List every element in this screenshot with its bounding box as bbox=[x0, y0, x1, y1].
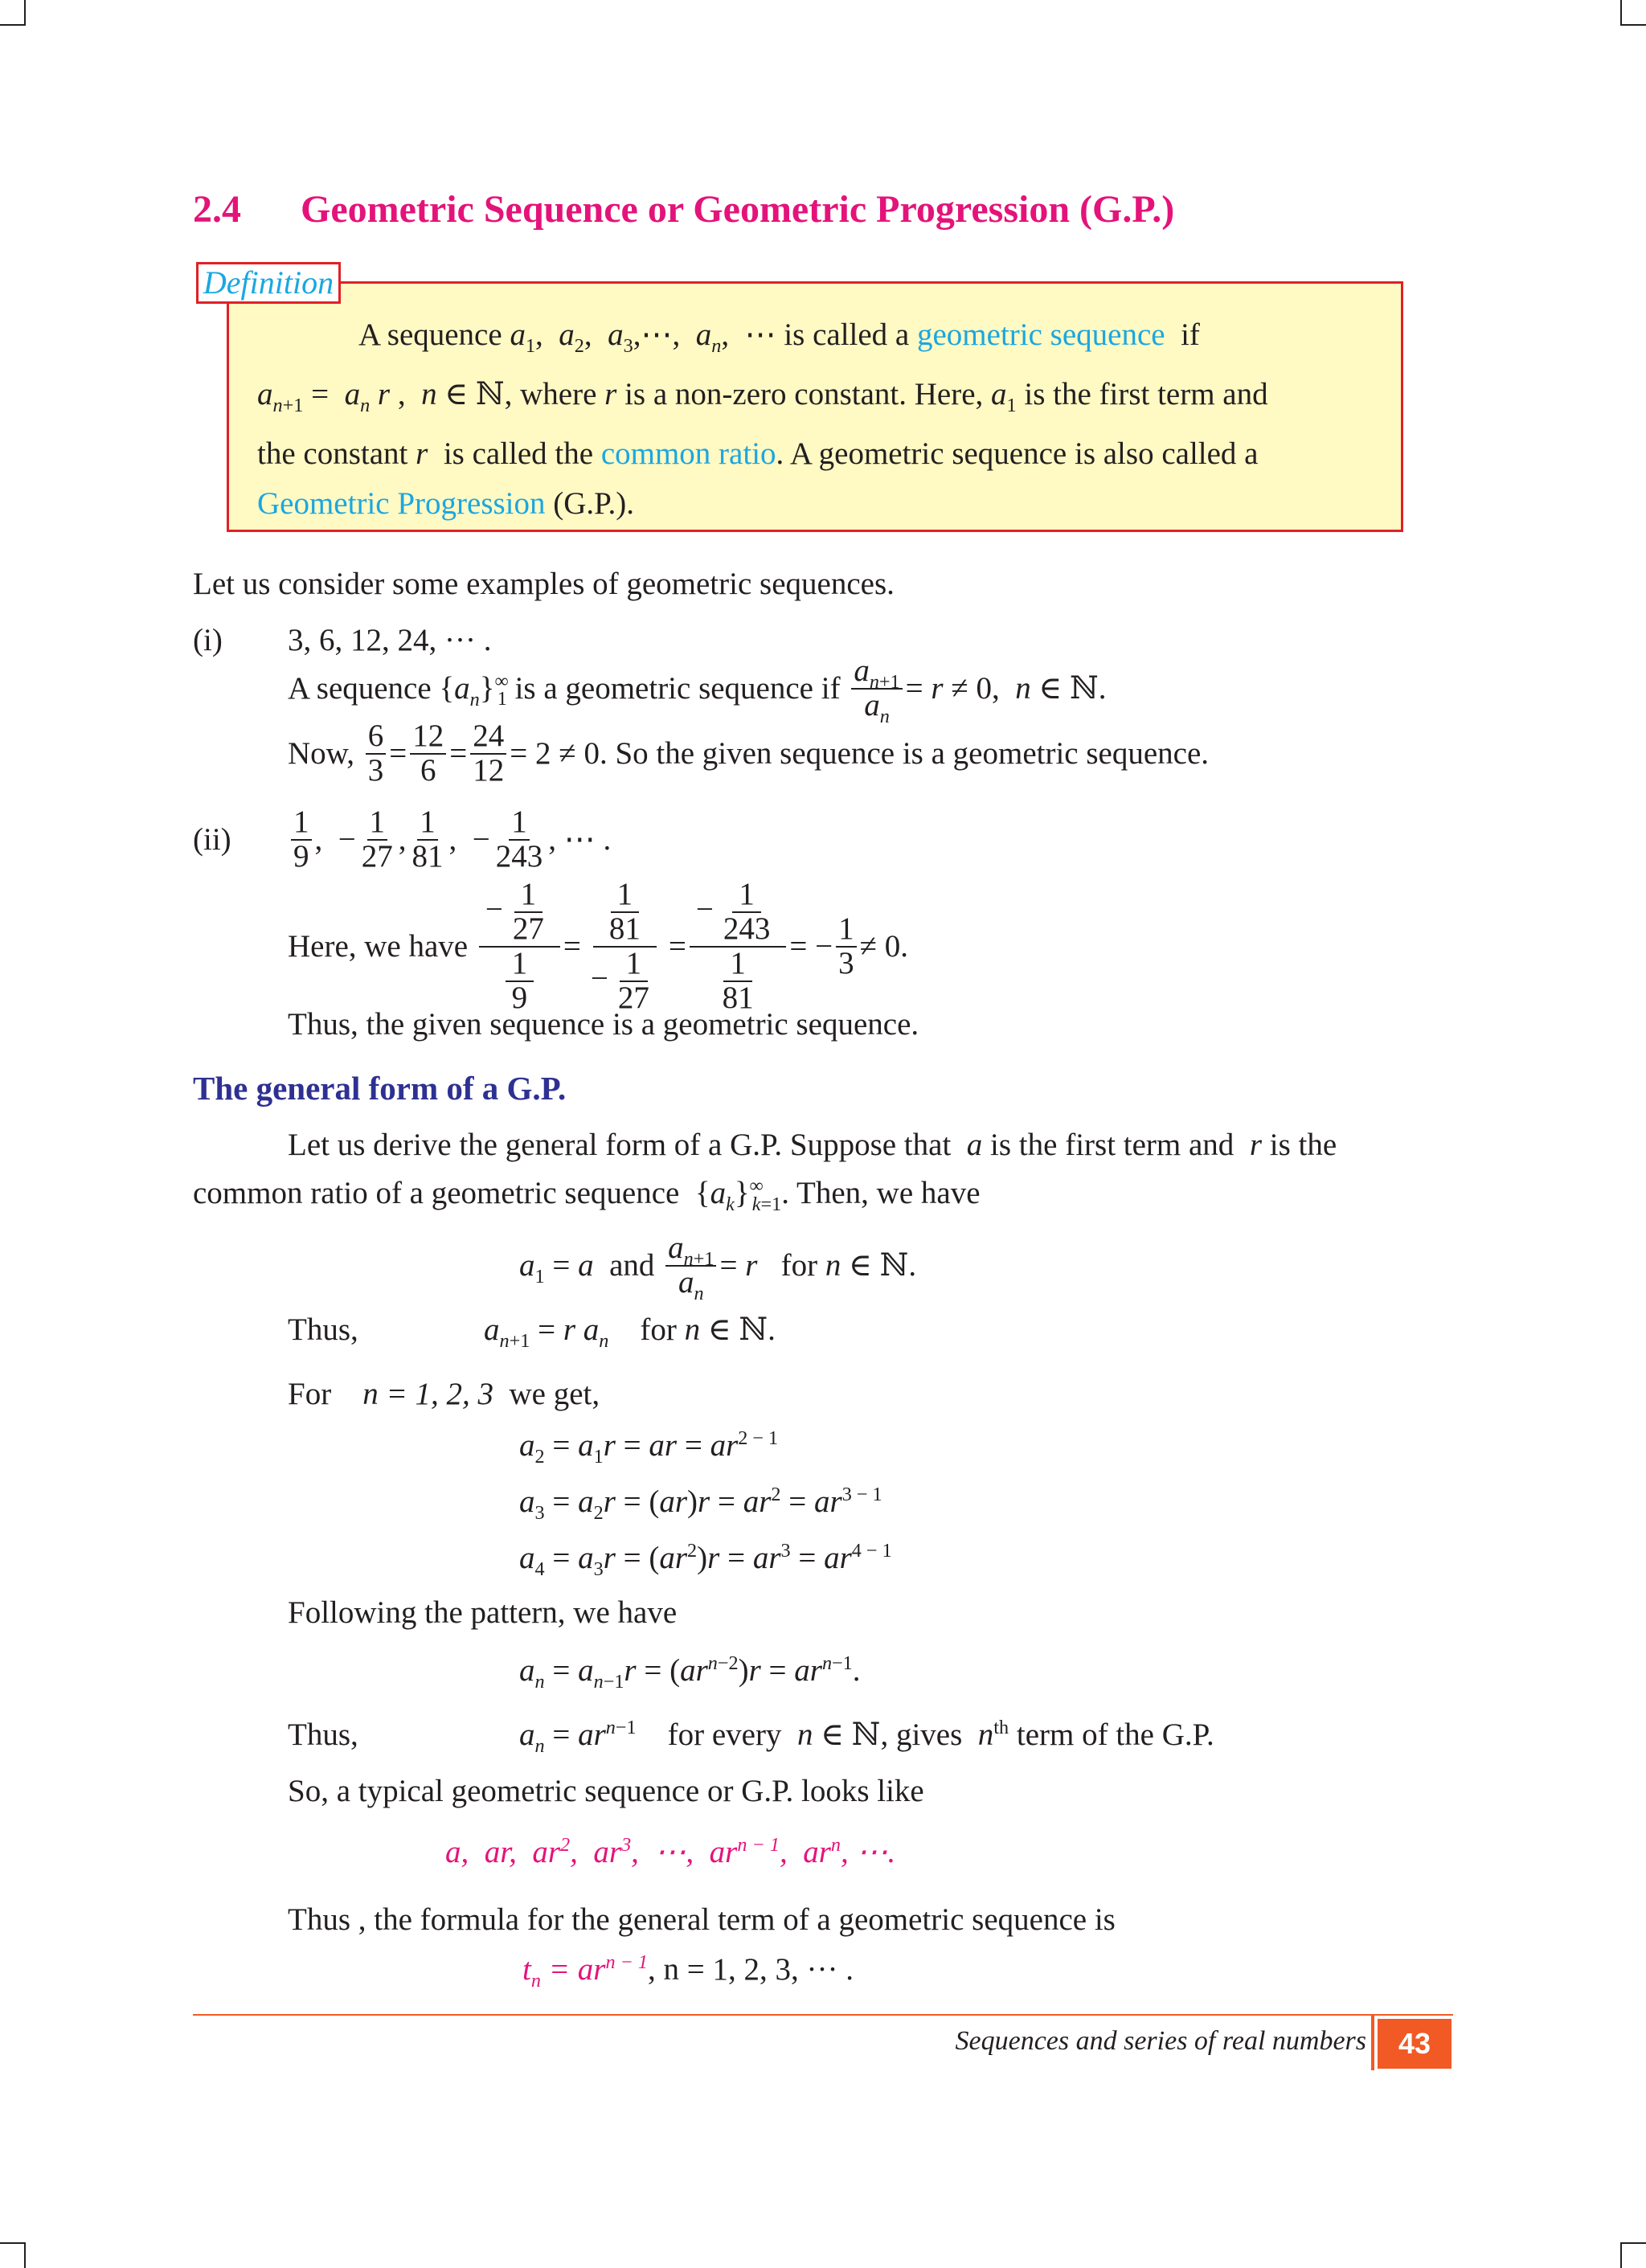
example-i-label: (i) bbox=[193, 623, 223, 657]
formula-intro: Thus , the formula for the general term of a geometric sequence is bbox=[288, 1902, 1116, 1937]
equation-a4: $a_4 = a_3r = (ar^2)r = ar^3 = ar^{4 - 1}$ bbox=[519, 1540, 892, 1580]
general-thus-1-label: Thus, bbox=[288, 1312, 358, 1347]
general-for-label: For n = 1, 2, 3 we get, bbox=[288, 1377, 600, 1411]
example-ii-conclusion: Thus, the given sequence is a geometric sequence. bbox=[288, 1007, 919, 1042]
intro-paragraph: Let us consider some examples of geometric sequences. bbox=[193, 567, 895, 601]
definition-line-1: A sequence $a_1$, $a_2$, $a_3,\cdots$, $a_n$, ⋯ is called a geometric sequence if bbox=[358, 317, 1200, 357]
definition-tag: Definition bbox=[196, 262, 341, 304]
following-pattern: Following the pattern, we have bbox=[288, 1595, 678, 1630]
example-ii-ratios: Here, we have − $\frac{1}{27}$ $\frac{1}{9}$ = $\frac{1}{81}$ − $\frac{1}{27}$ = − $\frac{1}{243}$ $\frac{1}{81}$ = − $\frac{1}{3}$ ≠ 0. bbox=[288, 877, 909, 1015]
example-i-sequence: 3, 6, 12, 24, ··· . bbox=[288, 623, 492, 657]
crop-mark-bottom-right bbox=[1620, 2242, 1646, 2268]
general-paragraph-line-1: Let us derive the general form of a G.P. Suppose that a is the first term and r is the bbox=[288, 1128, 1337, 1162]
general-first-term: $a_1 = a$ and $\frac{a_{n+1}}{a_n}$ = r for n ∈ ℕ. bbox=[519, 1230, 917, 1304]
general-term-formula: $t_n = ar^{n - 1}$, n = 1, 2, 3, ··· . bbox=[522, 1951, 854, 1992]
equation-a2: $a_2 = a_1r$ = ar = $ar^{2 - 1}$ bbox=[519, 1427, 779, 1468]
definition-line-3: the constant r is called the common ratio. A geometric sequence is also called a bbox=[257, 436, 1259, 471]
footer-rule bbox=[193, 2014, 1453, 2016]
term-geometric-progression: Geometric Progression bbox=[257, 486, 546, 521]
example-i-now: Now, $\frac{6}{3}$ = $\frac{12}{6}$ = $\frac{24}{12}$ = 2 ≠ 0. So the given sequence is a geometric sequence. bbox=[288, 718, 1210, 788]
page-number: 43 bbox=[1378, 2019, 1452, 2069]
example-ii-label: (ii) bbox=[193, 822, 231, 857]
general-recurrence: $a_{n+1} = r$ $a_n$ for n ∈ ℕ. bbox=[484, 1312, 776, 1352]
section-heading bbox=[193, 186, 1174, 233]
typical-gp-sequence: a, ar, $ar^2$, $ar^3$, ⋯, $ar^{n - 1}$, $ar^n$, ⋯. bbox=[445, 1834, 896, 1869]
crop-mark-top-left bbox=[0, 0, 26, 26]
equation-an: $a_n = a_{n-1}r = (ar^{n-2})r = ar^{n-1}$. bbox=[519, 1652, 861, 1693]
typical-gp-intro: So, a typical geometric sequence or G.P. looks like bbox=[288, 1774, 924, 1808]
section-number: 2.4 bbox=[193, 188, 241, 231]
definition-line-4: Geometric Progression (G.P.). bbox=[257, 486, 635, 521]
crop-mark-top-right bbox=[1620, 0, 1646, 26]
example-ii-sequence: $\frac{1}{9}$ , − $\frac{1}{27}$ , $\frac{1}{81}$ , − $\frac{1}{243}$ , ⋯ . bbox=[288, 804, 611, 876]
equation-a3: $a_3 = a_2r = (ar)r = ar^2 = ar^{3 - 1}$ bbox=[519, 1484, 882, 1524]
section-title: Geometric Sequence or Geometric Progression (G.P.) bbox=[301, 188, 1175, 231]
definition-line-2: $a_{n+1} = a_n$ r , n ∈ ℕ, where r is a non-zero constant. Here, $a_1$ is the first term and bbox=[257, 377, 1268, 416]
nth-term-statement: $a_n = ar^{n-1}$ for every n ∈ ℕ, gives $n^{th}$ term of the G.P. bbox=[519, 1717, 1214, 1757]
general-thus-2-label: Thus, bbox=[288, 1717, 358, 1752]
general-form-heading: The general form of a G.P. bbox=[193, 1070, 567, 1107]
general-paragraph-line-2: common ratio of a geometric sequence $\{a_k\}^\infty_{k=1}$. Then, we have bbox=[193, 1175, 981, 1215]
example-i-criterion: A sequence $\{a_n\}^\infty_1$ is a geometric sequence if $\frac{a_{n+1}}{a_n}$ = r ≠ 0, n ∈ ℕ. bbox=[288, 653, 1107, 727]
crop-mark-bottom-left bbox=[0, 2242, 26, 2268]
term-common-ratio: common ratio bbox=[600, 436, 776, 471]
term-geometric-sequence: geometric sequence bbox=[917, 317, 1165, 352]
ratio-fraction: $\frac{a_{n+1}}{a_n}$ bbox=[851, 655, 902, 723]
footer-chapter-title: Sequences and series of real numbers bbox=[955, 2026, 1366, 2056]
footer-page-divider bbox=[1371, 2016, 1374, 2070]
